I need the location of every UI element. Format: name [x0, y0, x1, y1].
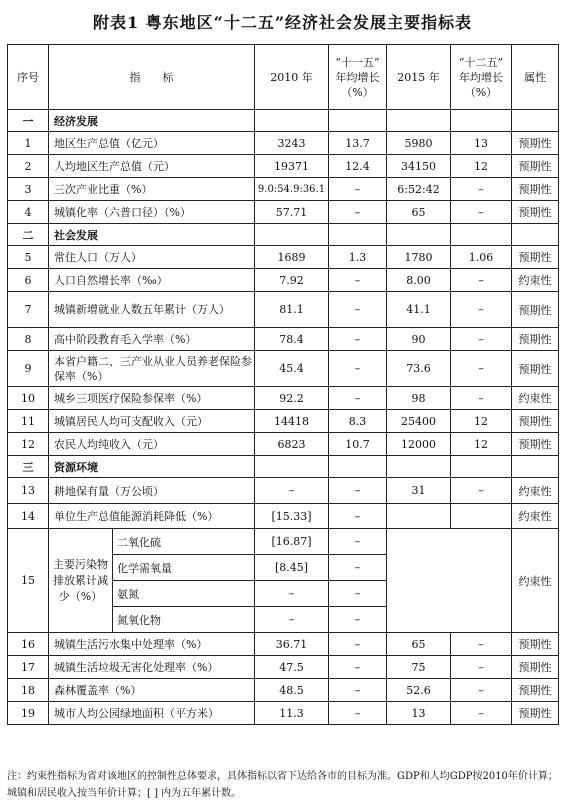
row-seq: 12 [8, 433, 49, 456]
row-attr: 约束性 [512, 504, 559, 529]
row-value-2015: 6:52:42 [387, 178, 451, 201]
row-value-2015: 90 [387, 328, 451, 351]
row-attr: 预期性 [512, 201, 559, 224]
table-row [8, 433, 559, 456]
row-value-2015: 13 [387, 702, 451, 725]
section-title: 经济发展 [49, 110, 255, 132]
row-attr: 预期性 [512, 410, 559, 433]
header-12th-line3: （%） [464, 85, 498, 99]
row-value-2015: 65 [387, 633, 451, 656]
row-value-2015: 34150 [387, 155, 451, 178]
row-value-2010: 92.2 [255, 387, 329, 410]
row-seq: 5 [8, 246, 49, 269]
table-row [8, 328, 559, 351]
row-seq: 7 [8, 292, 49, 328]
row-empty-cell [387, 529, 512, 633]
row-attr: 预期性 [512, 351, 559, 387]
row-indicator: 城市人均公园绿地面积（平方米） [49, 702, 255, 725]
header-2015: 2015 年 [387, 45, 451, 110]
table-row [8, 178, 559, 201]
row-indicator: 高中阶段教育毛入学率（%） [49, 328, 255, 351]
row-indicator: 单位生产总值能源消耗降低（%） [49, 504, 255, 529]
row-growth-12th: 12 [451, 433, 512, 456]
row-indicator: 人口自然增长率（‰） [49, 269, 255, 292]
row-value-2010: [16.87] [255, 529, 329, 555]
row-value-2015: 52.6 [387, 679, 451, 702]
row-value-2010: 9.0:54.9:36.1 [255, 178, 329, 201]
row-attr: 预期性 [512, 132, 559, 155]
row-attr: 预期性 [512, 292, 559, 328]
row-attr: 约束性 [512, 387, 559, 410]
row-growth-11th: – [329, 581, 387, 607]
row-value-2010: 47.5 [255, 656, 329, 679]
row-growth-11th: – [329, 607, 387, 633]
row-value-2015: 41.1 [387, 292, 451, 328]
row-value-2010: – [255, 607, 329, 633]
row-attr: 预期性 [512, 433, 559, 456]
row-value-2010: 57.71 [255, 201, 329, 224]
row-growth-12th: – [451, 351, 512, 387]
row-growth-11th: 13.7 [329, 132, 387, 155]
row-attr: 预期性 [512, 178, 559, 201]
row-value-2015: 5980 [387, 132, 451, 155]
row-seq: 18 [8, 679, 49, 702]
table-row [8, 702, 559, 725]
row-attr: 预期性 [512, 246, 559, 269]
row-growth-11th: – [329, 529, 387, 555]
row-seq: 14 [8, 504, 49, 529]
row-indicator: 人均地区生产总值（元） [49, 155, 255, 178]
row-value-2010: 36.71 [255, 633, 329, 656]
row-growth-11th: – [329, 656, 387, 679]
row-seq: 16 [8, 633, 49, 656]
table-row [8, 351, 559, 387]
row-attr: 预期性 [512, 328, 559, 351]
row-indicator: 城镇生活污水集中处理率（%） [49, 633, 255, 656]
table-row [8, 132, 559, 155]
row-indicator: 农民人均纯收入（元） [49, 433, 255, 456]
row-seq: 6 [8, 269, 49, 292]
row-indicator: 城镇化率（六普口径）（%） [49, 201, 255, 224]
row-growth-11th: – [329, 702, 387, 725]
row-value-2015: 25400 [387, 410, 451, 433]
row-seq: 10 [8, 387, 49, 410]
row-seq: 11 [8, 410, 49, 433]
header-indicator: 指 标 [49, 45, 255, 110]
header-11th-growth [329, 45, 387, 110]
row-value-2010: – [255, 581, 329, 607]
row-growth-12th: – [451, 478, 512, 504]
row-growth-12th: – [451, 633, 512, 656]
row-value-2010: 19371 [255, 155, 329, 178]
footnote: 注：约束性指标为省对该地区的控制性总体要求，具体指标以省下达给各市的目标为准。GDP和人均GDP按2010年价计算；城镇和居民收入按当年价计算；[ ] 内为五年累计数。 [7, 771, 558, 799]
row-attr: 预期性 [512, 633, 559, 656]
row-growth-11th: – [329, 328, 387, 351]
row-attr: 预期性 [512, 702, 559, 725]
section-number: 三 [8, 456, 49, 478]
row-growth-12th: – [451, 702, 512, 725]
table-row [8, 201, 559, 224]
row-growth-11th: – [329, 679, 387, 702]
row-seq: 19 [8, 702, 49, 725]
row-growth-11th: – [329, 555, 387, 581]
row-indicator: 城镇生活垃圾无害化处理率（%） [49, 656, 255, 679]
row-value-2015: 8.00 [387, 269, 451, 292]
row-value-2010: [15.33] [255, 504, 329, 529]
row-growth-12th: 1.06 [451, 246, 512, 269]
row-growth-12th: – [451, 679, 512, 702]
row-growth-11th: – [329, 351, 387, 387]
table-row [8, 633, 559, 656]
sub-indicator: 二氧化硫 [113, 529, 255, 555]
header-12th-growth [451, 45, 512, 110]
header-seq: 序号 [8, 45, 49, 110]
row-growth-11th: 1.3 [329, 246, 387, 269]
row-value-2010: [8.45] [255, 555, 329, 581]
row-growth-12th: – [451, 387, 512, 410]
row-value-2010: 3243 [255, 132, 329, 155]
row-growth-11th: – [329, 504, 387, 529]
row-value-2015 [387, 504, 451, 529]
row-indicator: 城乡三项医疗保险参保率（%） [49, 387, 255, 410]
row-value-2015: 65 [387, 201, 451, 224]
row-growth-12th: – [451, 201, 512, 224]
row-seq: 13 [8, 478, 49, 504]
row-attr: 预期性 [512, 679, 559, 702]
row-value-2015: 75 [387, 656, 451, 679]
row-indicator: 常住人口（万人） [49, 246, 255, 269]
row-growth-11th: 10.7 [329, 433, 387, 456]
row-attr: 约束性 [512, 478, 559, 504]
row-growth-11th: – [329, 387, 387, 410]
row-indicator: 耕地保有量（万公顷） [49, 478, 255, 504]
row-growth-12th: – [451, 269, 512, 292]
row-group-indicator: 主要污染物排放累计减少（%） [49, 529, 113, 633]
row-attr: 约束性 [512, 269, 559, 292]
row-growth-11th: – [329, 201, 387, 224]
row-growth-11th: – [329, 478, 387, 504]
header-11th-line3: （%） [341, 85, 374, 99]
row-growth-12th: – [451, 656, 512, 679]
table-row [8, 246, 559, 269]
row-seq: 3 [8, 178, 49, 201]
section-row [8, 110, 559, 132]
row-growth-12th: 12 [451, 410, 512, 433]
row-growth-11th: 12.4 [329, 155, 387, 178]
row-value-2015: 73.6 [387, 351, 451, 387]
row-growth-12th: – [451, 328, 512, 351]
sub-indicator: 氨氮 [113, 581, 255, 607]
table-row [8, 410, 559, 433]
page-title: 附表1 粤东地区“十二五”经济社会发展主要指标表 [92, 13, 473, 32]
header-12th-line2: 年均增长 [459, 70, 503, 84]
row-seq: 4 [8, 201, 49, 224]
row-value-2010: 6823 [255, 433, 329, 456]
row-growth-11th: 8.3 [329, 410, 387, 433]
section-row [8, 224, 559, 246]
table-row [8, 155, 559, 178]
row-indicator: 森林覆盖率（%） [49, 679, 255, 702]
row-indicator: 城镇新增就业人数五年累计（万人） [49, 292, 255, 328]
table-row [8, 387, 559, 410]
row-growth-11th: – [329, 269, 387, 292]
row-value-2010: 11.3 [255, 702, 329, 725]
row-growth-12th [451, 504, 512, 529]
section-number: 二 [8, 224, 49, 246]
row-growth-12th: 12 [451, 155, 512, 178]
row-value-2010: 81.1 [255, 292, 329, 328]
row-indicator: 三次产业比重（%） [49, 178, 255, 201]
header-attr: 属性 [512, 45, 559, 110]
row-growth-12th: – [451, 292, 512, 328]
table-row [8, 269, 559, 292]
indicator-table [7, 44, 559, 725]
row-value-2015: 12000 [387, 433, 451, 456]
row-value-2010: 1689 [255, 246, 329, 269]
sub-indicator: 化学需氧量 [113, 555, 255, 581]
header-2010: 2010 年 [255, 45, 329, 110]
table-row [8, 679, 559, 702]
row-attr: 预期性 [512, 155, 559, 178]
header-row [8, 45, 559, 110]
table-row [8, 529, 559, 555]
row-seq: 2 [8, 155, 49, 178]
row-value-2010: 7.92 [255, 269, 329, 292]
section-title: 社会发展 [49, 224, 255, 246]
row-value-2010: 45.4 [255, 351, 329, 387]
row-indicator: 地区生产总值（亿元） [49, 132, 255, 155]
header-12th-line1: “十二五” [458, 55, 504, 69]
row-seq: 8 [8, 328, 49, 351]
row-growth-12th: – [451, 178, 512, 201]
table-row [8, 656, 559, 679]
row-growth-11th: – [329, 633, 387, 656]
row-seq: 15 [8, 529, 49, 633]
section-number: 一 [8, 110, 49, 132]
row-value-2015: 98 [387, 387, 451, 410]
row-indicator: 本省户籍二、三产业从业人员养老保险参保率（%） [49, 351, 255, 387]
table-row [8, 292, 559, 328]
header-11th-line2: 年均增长 [335, 70, 380, 84]
section-row [8, 456, 559, 478]
row-seq: 17 [8, 656, 49, 679]
row-growth-11th: – [329, 178, 387, 201]
row-seq: 9 [8, 351, 49, 387]
header-11th-line1: “十一五” [335, 55, 380, 69]
row-value-2010: – [255, 478, 329, 504]
section-title: 资源环境 [49, 456, 255, 478]
row-value-2010: 48.5 [255, 679, 329, 702]
row-growth-11th: – [329, 292, 387, 328]
table-row [8, 478, 559, 504]
row-value-2015: 31 [387, 478, 451, 504]
row-attr: 预期性 [512, 656, 559, 679]
sub-indicator: 氮氧化物 [113, 607, 255, 633]
table-row [8, 504, 559, 529]
row-value-2015: 1780 [387, 246, 451, 269]
row-value-2010: 78.4 [255, 328, 329, 351]
row-attr: 约束性 [512, 529, 559, 633]
row-indicator: 城镇居民人均可支配收入（元） [49, 410, 255, 433]
row-seq: 1 [8, 132, 49, 155]
row-value-2010: 14418 [255, 410, 329, 433]
row-growth-12th: 13 [451, 132, 512, 155]
